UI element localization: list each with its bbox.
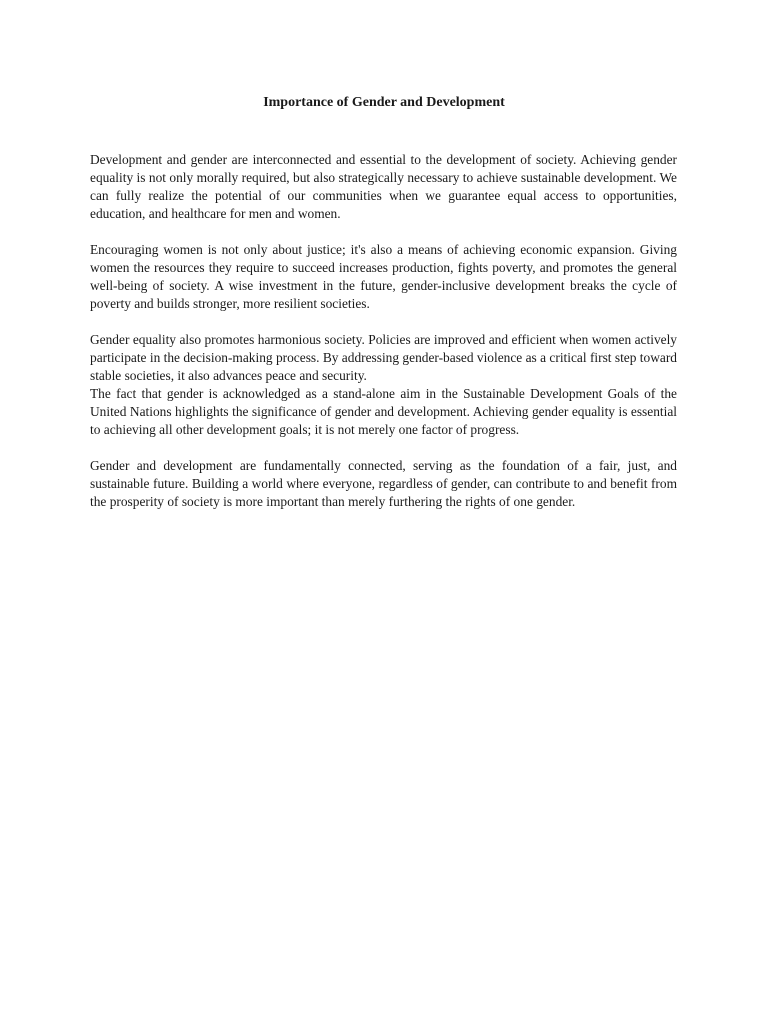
paragraph-conclusion: Gender and development are fundamentally connected, serving as the foundation of a fair, just, and sustainable future. Building a world where everyone, regardless of gender, can contribute to and benefit from the prosperity of society is more important than merely furthering the rights of one gender. xyxy=(90,458,677,509)
document-title: Importance of Gender and Development xyxy=(263,95,505,110)
paragraph-intro: Development and gender are interconnected and essential to the development of society. Achieving gender equality is not only morally required, but also strategically necessary to achieve sustainable development. We can fully realize the potential of our communities when we guarantee equal access to opportunities, education, and healthcare for men and women. xyxy=(90,152,677,221)
paragraph-women-empowerment: Encouraging women is not only about justice; it's also a means of achieving economic expansion. Giving women the resources they require to succeed increases production, fights poverty, and promotes the general well-being of society. A wise investment in the future, gender-inclusive development breaks the cycle of poverty and builds stronger, more resilient societies. xyxy=(90,242,677,311)
document-body xyxy=(90,151,677,511)
paragraph-sustainable-goals: The fact that gender is acknowledged as a stand-alone aim in the Sustainable Development Goals of the United Nations highlights the significance of gender and development. Achieving gender equality is essential to achieving all other development goals; it is not merely one factor of progress. xyxy=(90,386,677,437)
paragraph-harmonious-society: Gender equality also promotes harmonious society. Policies are improved and efficient when women actively participate in the decision-making process. By addressing gender-based violence as a critical first step toward stable societies, it also advances peace and security. xyxy=(90,332,677,383)
